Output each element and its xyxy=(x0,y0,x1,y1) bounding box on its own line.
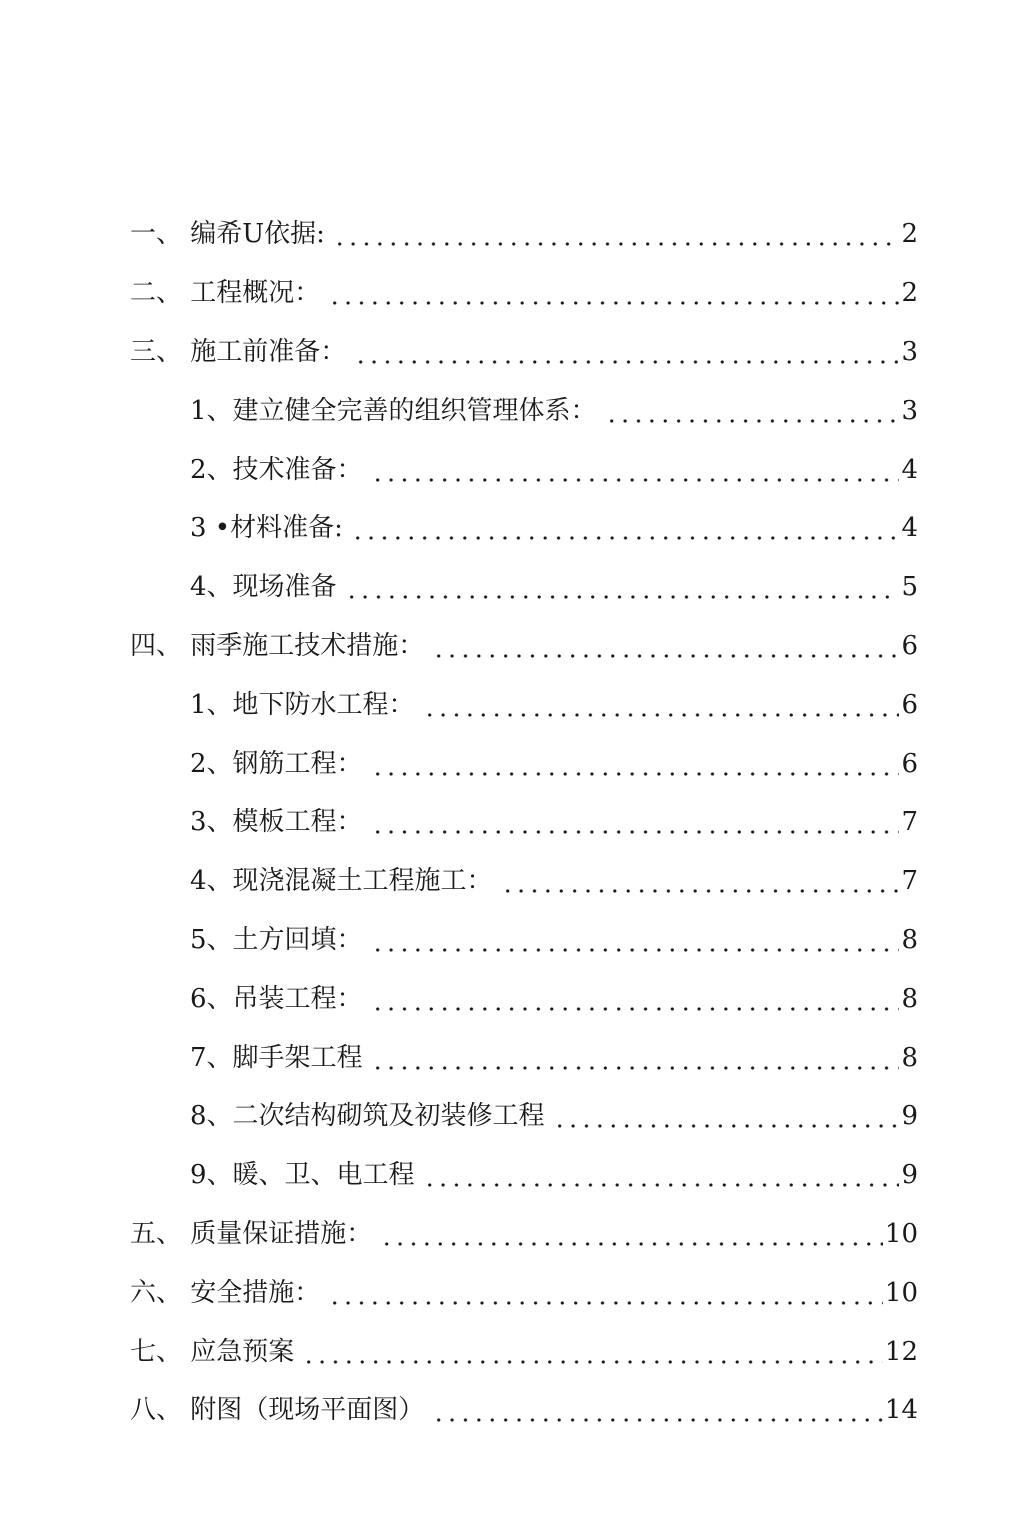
toc-entry-page: 10 xyxy=(884,1218,918,1249)
toc-entry-title: 二、 工程概况： xyxy=(130,278,321,309)
toc-entry-title: 1、建立健全完善的组织管理体系： xyxy=(190,395,597,426)
toc-entry[interactable] xyxy=(0,1205,1024,1264)
toc-entry-page: 8 xyxy=(901,983,918,1014)
toc-entry[interactable] xyxy=(0,264,1024,323)
dot-leader xyxy=(371,1045,900,1071)
toc-entry-title: 2、技术准备： xyxy=(190,454,363,485)
toc-entry-title: 七、 应急预案 xyxy=(130,1336,295,1367)
dot-leader xyxy=(553,1103,900,1129)
toc-entry-title: 1、地下防水工程： xyxy=(190,689,415,720)
toc-entry-title: 2、钢筋工程： xyxy=(190,748,363,779)
dot-leader xyxy=(432,1397,883,1423)
toc-entry-title: 4、现场准备 xyxy=(190,572,337,603)
toc-entry-page: 2 xyxy=(901,219,918,250)
dot-leader xyxy=(605,398,900,424)
dot-leader xyxy=(328,1280,883,1306)
toc-entry[interactable] xyxy=(0,1322,1024,1381)
toc-entry[interactable] xyxy=(0,969,1024,1028)
toc-entry[interactable] xyxy=(0,440,1024,499)
dot-leader xyxy=(371,809,900,835)
toc-entry-page: 5 xyxy=(901,572,918,603)
toc-entry-page: 6 xyxy=(901,689,918,720)
toc-entry-title: 六、 安全措施： xyxy=(130,1277,321,1308)
toc-entry-title: 八、 附图（现场平面图） xyxy=(130,1395,425,1426)
toc-entry-page: 8 xyxy=(901,1042,918,1073)
dot-leader xyxy=(371,986,900,1012)
toc-entry-page: 14 xyxy=(884,1395,918,1426)
toc-entry[interactable] xyxy=(0,1263,1024,1322)
toc-entry-page: 8 xyxy=(901,924,918,955)
toc-entry-title: 5、土方回填： xyxy=(190,924,363,955)
toc-entry[interactable] xyxy=(0,205,1024,264)
dot-leader xyxy=(371,927,900,953)
toc-entry-title: 6、吊装工程： xyxy=(190,983,363,1014)
toc-entry[interactable] xyxy=(0,617,1024,676)
toc-entry[interactable] xyxy=(0,499,1024,558)
toc-entry[interactable] xyxy=(0,1087,1024,1146)
toc-entry-page: 6 xyxy=(901,748,918,779)
toc-entry-page: 7 xyxy=(901,866,918,897)
toc-entry-page: 12 xyxy=(884,1336,918,1367)
dot-leader xyxy=(354,339,899,365)
dot-leader xyxy=(302,1339,883,1365)
dot-leader xyxy=(423,692,900,718)
dot-leader xyxy=(371,457,900,483)
toc-entry[interactable] xyxy=(0,1146,1024,1205)
toc-entry-page: 10 xyxy=(884,1277,918,1308)
toc-entry-page: 6 xyxy=(901,630,918,661)
dot-leader xyxy=(423,1162,900,1188)
toc-entry-page: 3 xyxy=(901,395,918,426)
toc-entry-page: 2 xyxy=(901,278,918,309)
toc-entry-title: 五、 质量保证措施： xyxy=(130,1218,373,1249)
dot-leader xyxy=(351,515,900,541)
toc-entry[interactable] xyxy=(0,793,1024,852)
toc-entry[interactable] xyxy=(0,734,1024,793)
toc-entry-title: 四、 雨季施工技术措施： xyxy=(130,630,425,661)
dot-leader xyxy=(432,633,899,659)
toc-entry[interactable] xyxy=(0,1028,1024,1087)
toc-entry[interactable] xyxy=(0,558,1024,617)
dot-leader xyxy=(333,221,900,247)
dot-leader xyxy=(345,574,900,600)
toc-entry-title: 3、模板工程： xyxy=(190,807,363,838)
dot-leader xyxy=(380,1221,883,1247)
table-of-contents xyxy=(0,205,1024,1440)
toc-entry-page: 9 xyxy=(901,1101,918,1132)
toc-entry-title: 3 •材料准备: xyxy=(190,513,343,544)
toc-entry[interactable] xyxy=(0,381,1024,440)
dot-leader xyxy=(328,280,899,306)
toc-entry-title: 三、 施工前准备： xyxy=(130,336,347,367)
toc-entry[interactable] xyxy=(0,675,1024,734)
toc-entry[interactable] xyxy=(0,852,1024,911)
toc-entry[interactable] xyxy=(0,911,1024,970)
toc-entry[interactable] xyxy=(0,323,1024,382)
dot-leader xyxy=(371,751,900,777)
toc-entry-title: 7、脚手架工程 xyxy=(190,1042,363,1073)
toc-entry-page: 4 xyxy=(901,454,918,485)
toc-entry-page: 9 xyxy=(901,1160,918,1191)
toc-entry-title: 4、现浇混凝土工程施工： xyxy=(190,866,493,897)
toc-entry-page: 3 xyxy=(901,336,918,367)
toc-entry-title: 一、 编希U依据: xyxy=(130,219,325,250)
toc-entry[interactable] xyxy=(0,1381,1024,1440)
toc-entry-title: 8、二次结构砌筑及初装修工程 xyxy=(190,1101,545,1132)
dot-leader xyxy=(501,868,900,894)
toc-entry-title: 9、暖、卫、电工程 xyxy=(190,1160,415,1191)
toc-entry-page: 7 xyxy=(901,807,918,838)
toc-entry-page: 4 xyxy=(901,513,918,544)
